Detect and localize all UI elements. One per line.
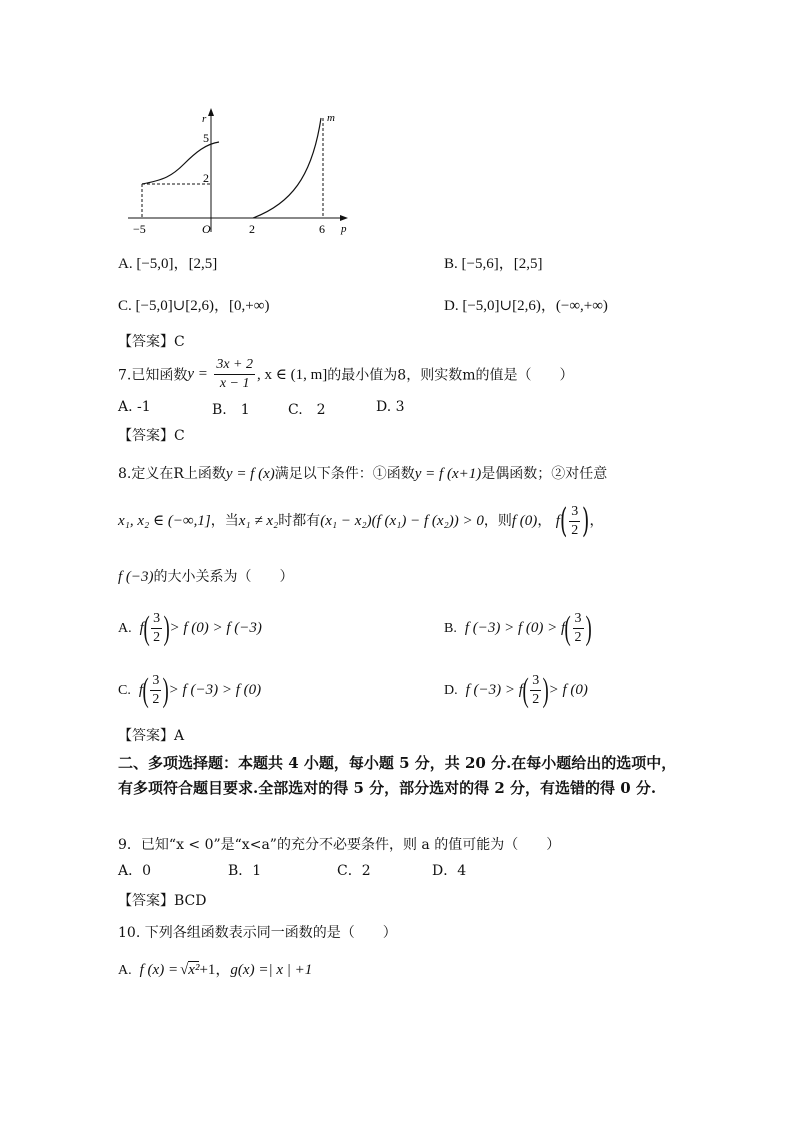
tick-xm5: −5	[133, 222, 146, 236]
q7-stem	[118, 358, 573, 391]
q8-l2a: x₁, x₂ ∈ (−∞,1]	[118, 513, 211, 529]
q8-line2	[118, 501, 603, 541]
q8-l1b: y = f (x)	[225, 466, 275, 482]
q8-a-f: f	[139, 620, 144, 636]
q8-d-frac-den: 2	[532, 692, 540, 708]
q8-a-frac	[151, 612, 162, 645]
q8-d-rest: > f (0)	[548, 682, 588, 698]
q8-l1c: 满足以下条件：①函数	[274, 466, 415, 482]
x-axis-label: p	[341, 223, 347, 235]
q8-d-frac-num: 3	[530, 674, 541, 691]
q7-answer: 【答案】C	[118, 428, 185, 444]
q8-lparen: (	[559, 501, 568, 541]
q6-a-f1: [−5,0]	[136, 256, 174, 272]
q8-c-frac-den: 2	[152, 692, 160, 708]
q8-l2h: ，	[537, 513, 552, 529]
q6-option-a	[118, 252, 217, 273]
q6-a-f2: [2,5]	[188, 256, 218, 272]
m-label: m	[327, 112, 335, 124]
q10-a-g: g(x) =| x | +1	[230, 962, 313, 978]
q8-c-rest: > f (−3) > f (0)	[168, 682, 262, 698]
q7-option-c: C. 2	[288, 402, 326, 418]
q8-l1d: y = f (x+1)	[414, 466, 482, 482]
q8-b-label: B.	[444, 621, 457, 636]
sqrt-icon: √	[180, 962, 189, 978]
q8-b-frac-num: 3	[573, 612, 584, 629]
q10-stem: 10. 下列各组函数表示同一函数的是（ ）	[118, 925, 397, 941]
q9-answer: 【答案】BCD	[118, 893, 207, 909]
q8-c-frac-num: 3	[150, 674, 161, 691]
q8-d-label: D.	[444, 683, 458, 698]
q7-prefix: 7.已知函数	[118, 367, 188, 384]
function-graph	[122, 108, 362, 238]
q8-l3b: 的大小关系为（ ）	[153, 569, 294, 585]
y-axis-label: r	[202, 113, 207, 125]
tick-y2: 2	[203, 171, 209, 185]
section-2-heading: 二、多项选择题：本题共 4 小题，每小题 5 分，共 20 分.在每小题给出的选项中，有多项符合题目要求.全部选对的得 5 分，部分选对的得 2 分，有选错的得 0 分.	[118, 754, 677, 797]
q8-c-f: f	[138, 682, 144, 698]
q10-a-f: f (x) =	[139, 962, 179, 978]
q9-option-c: C．2	[337, 863, 371, 879]
q10-option-a	[118, 958, 312, 979]
q8-c-lparen: (	[142, 671, 149, 709]
q10-a-sqrt: x²	[188, 962, 200, 978]
q8-line3	[118, 566, 294, 586]
origin-label: O	[202, 222, 211, 236]
tick-x6: 6	[319, 222, 325, 236]
q8-a-frac-den: 2	[153, 630, 161, 646]
q8-l2c: x₁ ≠ x₂	[238, 513, 279, 529]
q10-a-label: A.	[118, 963, 132, 978]
q7-domain: , x ∈ (1, m]	[257, 367, 328, 383]
q9-option-b: B．1	[228, 863, 262, 879]
q8-l1e: 是偶函数；②对任意	[481, 466, 608, 482]
q8-d-frac	[530, 674, 541, 707]
q8-a-label: A.	[118, 621, 132, 636]
y-axis-arrow	[208, 108, 214, 116]
q8-rparen: )	[582, 501, 590, 541]
q8-l1a: 8.定义在R上函数	[118, 466, 226, 482]
q8-a-frac-num: 3	[151, 612, 162, 629]
q8-b-pre: f (−3) > f (0) > f	[464, 620, 566, 636]
q7-option-a: A. -1	[118, 399, 151, 415]
x-axis-arrow	[340, 215, 348, 221]
q6-c-f1: [−5,0]∪[2,6)	[135, 298, 215, 314]
q9-stem: 9．已知“x < 0”是“x<a”的充分不必要条件，则 a 的值可能为（ ）	[118, 837, 561, 853]
q6-option-d	[444, 294, 608, 315]
q8-a-rparen: )	[163, 609, 170, 647]
q8-l3a: f (−3)	[118, 569, 154, 585]
q9-option-d: D．4	[432, 863, 467, 879]
q8-c-label: C.	[118, 683, 131, 698]
q8-option-b	[444, 608, 591, 649]
q8-b-lparen: (	[564, 609, 571, 647]
q6-answer: 【答案】C	[118, 334, 185, 350]
q8-l2g: f (0)	[511, 513, 538, 529]
q8-b-frac	[573, 612, 584, 645]
tick-x2: 2	[249, 222, 255, 236]
q6-d-sep: ，	[540, 298, 556, 314]
q8-frac	[569, 505, 580, 538]
q6-c-f2: [0,+∞)	[229, 298, 270, 314]
q6-b-f2: [2,5]	[513, 256, 543, 272]
q6-a-sep: ，	[173, 256, 189, 272]
tick-y5: 5	[203, 131, 209, 145]
q6-option-b	[444, 252, 542, 273]
q8-l2b: ，当	[210, 513, 239, 529]
q8-d-rparen: )	[542, 671, 550, 709]
q8-a-rest: > f (0) > f (−3)	[169, 620, 262, 636]
q8-option-a	[118, 608, 262, 649]
q7-option-b: B. 1	[212, 402, 250, 418]
curve-right	[253, 118, 321, 218]
q8-l2i: f	[555, 513, 560, 529]
q7-y-eq: y =	[187, 366, 208, 382]
q9-option-a: A．0	[118, 863, 152, 879]
q7-suffix: 的最小值为8，则实数m的值是（ ）	[327, 367, 574, 384]
q6-b-label: B.	[444, 256, 458, 272]
q6-b-sep: ，	[498, 256, 514, 272]
q6-d-label: D.	[444, 298, 459, 314]
q8-l2d: 时都有	[278, 513, 321, 529]
q7-frac-den: x − 1	[219, 376, 250, 391]
q8-d-lparen: (	[522, 671, 529, 709]
q10-a-plus: +1，	[199, 962, 231, 978]
q8-l2j: ，	[589, 513, 604, 529]
q8-option-d	[444, 670, 588, 711]
q6-option-c	[118, 294, 269, 315]
q8-b-frac-den: 2	[574, 630, 582, 646]
q8-line1	[118, 463, 607, 483]
q6-c-label: C.	[118, 298, 132, 314]
q6-b-f1: [−5,6]	[461, 256, 499, 272]
q6-d-f2: (−∞,+∞)	[555, 298, 608, 314]
q7-option-d: D. 3	[376, 399, 405, 415]
q8-frac-den: 2	[571, 522, 579, 538]
q8-b-rparen: )	[585, 609, 592, 647]
q6-a-label: A.	[118, 256, 133, 272]
q6-c-sep: ，	[214, 298, 230, 314]
q8-c-rparen: )	[162, 671, 170, 709]
q7-fraction	[214, 358, 255, 391]
q8-c-frac	[150, 674, 161, 707]
q8-a-lparen: (	[143, 609, 150, 647]
q8-l2f: ，则	[483, 513, 512, 529]
q8-l2e: (x₁ − x₂)(f (x₁) − f (x₂)) > 0	[320, 513, 484, 529]
q8-answer: 【答案】A	[118, 728, 185, 744]
q8-d-pre: f (−3) > f	[465, 682, 523, 698]
q6-d-f1: [−5,0]∪[2,6)	[462, 298, 541, 314]
q8-option-c	[118, 670, 261, 711]
q7-frac-num: 3x + 2	[214, 358, 255, 375]
q8-frac-num: 3	[569, 505, 580, 522]
